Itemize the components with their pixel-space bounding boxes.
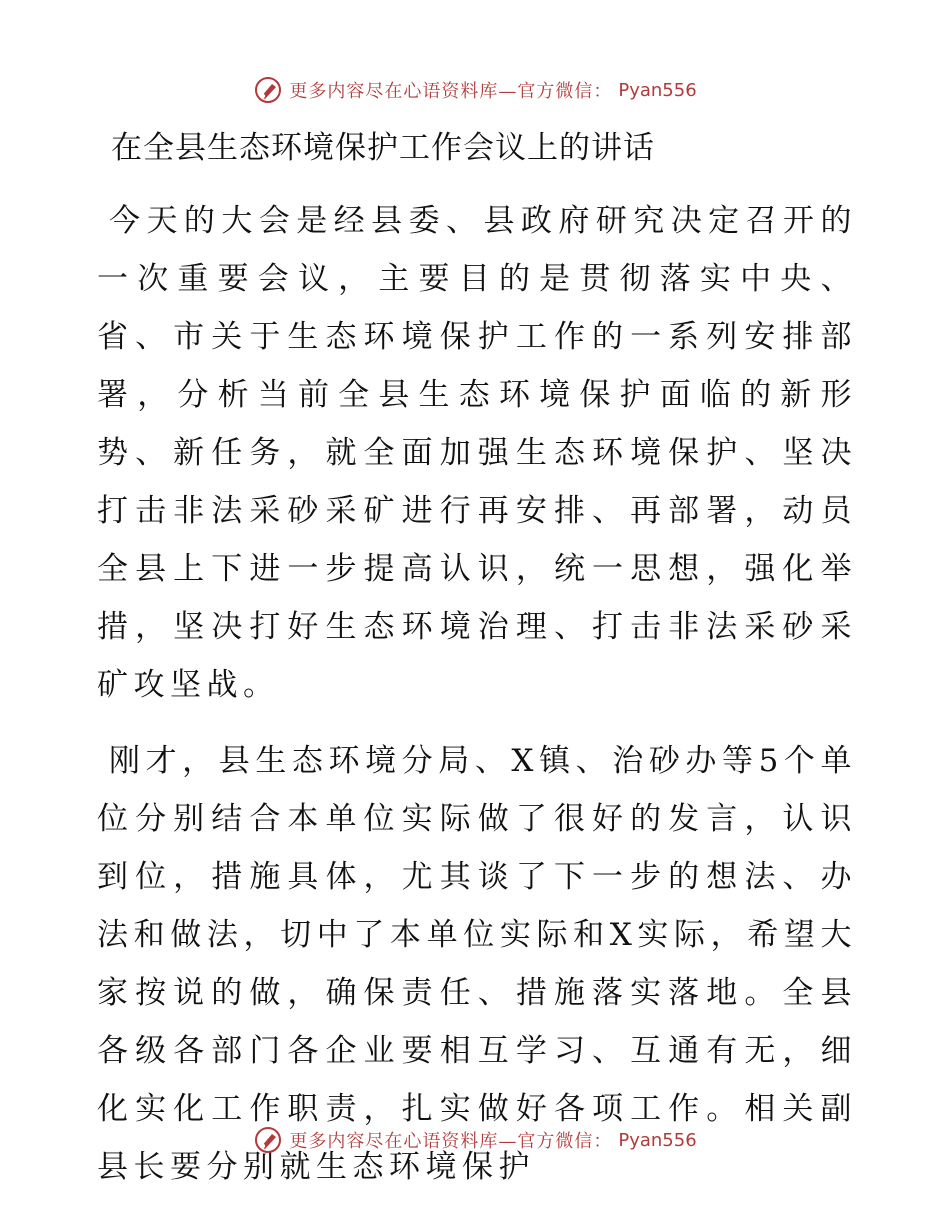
header-wechat-id: Pyan556	[618, 79, 697, 101]
pen-nib-logo-icon	[253, 75, 283, 105]
footer-banner	[253, 1125, 696, 1155]
document-body	[97, 122, 857, 1214]
footer-brand-text: 更多内容尽在心语资料库—官方微信：	[289, 1131, 613, 1152]
page-footer	[0, 1120, 950, 1160]
paragraph-2: 刚才，县生态环境分局、X镇、治砂办等5个单位分别结合本单位实际做了很好的发言，认识到位，措施具体，尤其谈了下一步的想法、办法和做法，切中了本单位实际和X实际，希望大家按说的做，确保责任、措施落实落地。全县各级各部门各企业要相互学习、互通有无，细化实化工作职责，扎实做好各项工作。相关副县长要分别就生态环境保护	[97, 743, 857, 1185]
header-banner	[253, 75, 696, 105]
page-header	[0, 70, 950, 110]
footer-wechat-id: Pyan556	[618, 1129, 697, 1151]
document-title: 在全县生态环境保护工作会议上的讲话	[111, 130, 655, 166]
paragraph-1: 今天的大会是经县委、县政府研究决定召开的一次重要会议，主要目的是贯彻落实中央、省、市关于生态环境保护工作的一系列安排部署，分析当前全县生态环境保护面临的新形势、新任务，就全面加强生态环境保护、坚决打击非法采砂采矿进行再安排、再部署，动员全县上下进一步提高认识，统一思想，强化举措，坚决打好生态环境治理、打击非法采砂采矿攻坚战。	[97, 203, 857, 703]
pen-nib-logo-icon	[253, 1125, 283, 1155]
header-brand-text: 更多内容尽在心语资料库—官方微信：	[289, 81, 613, 102]
